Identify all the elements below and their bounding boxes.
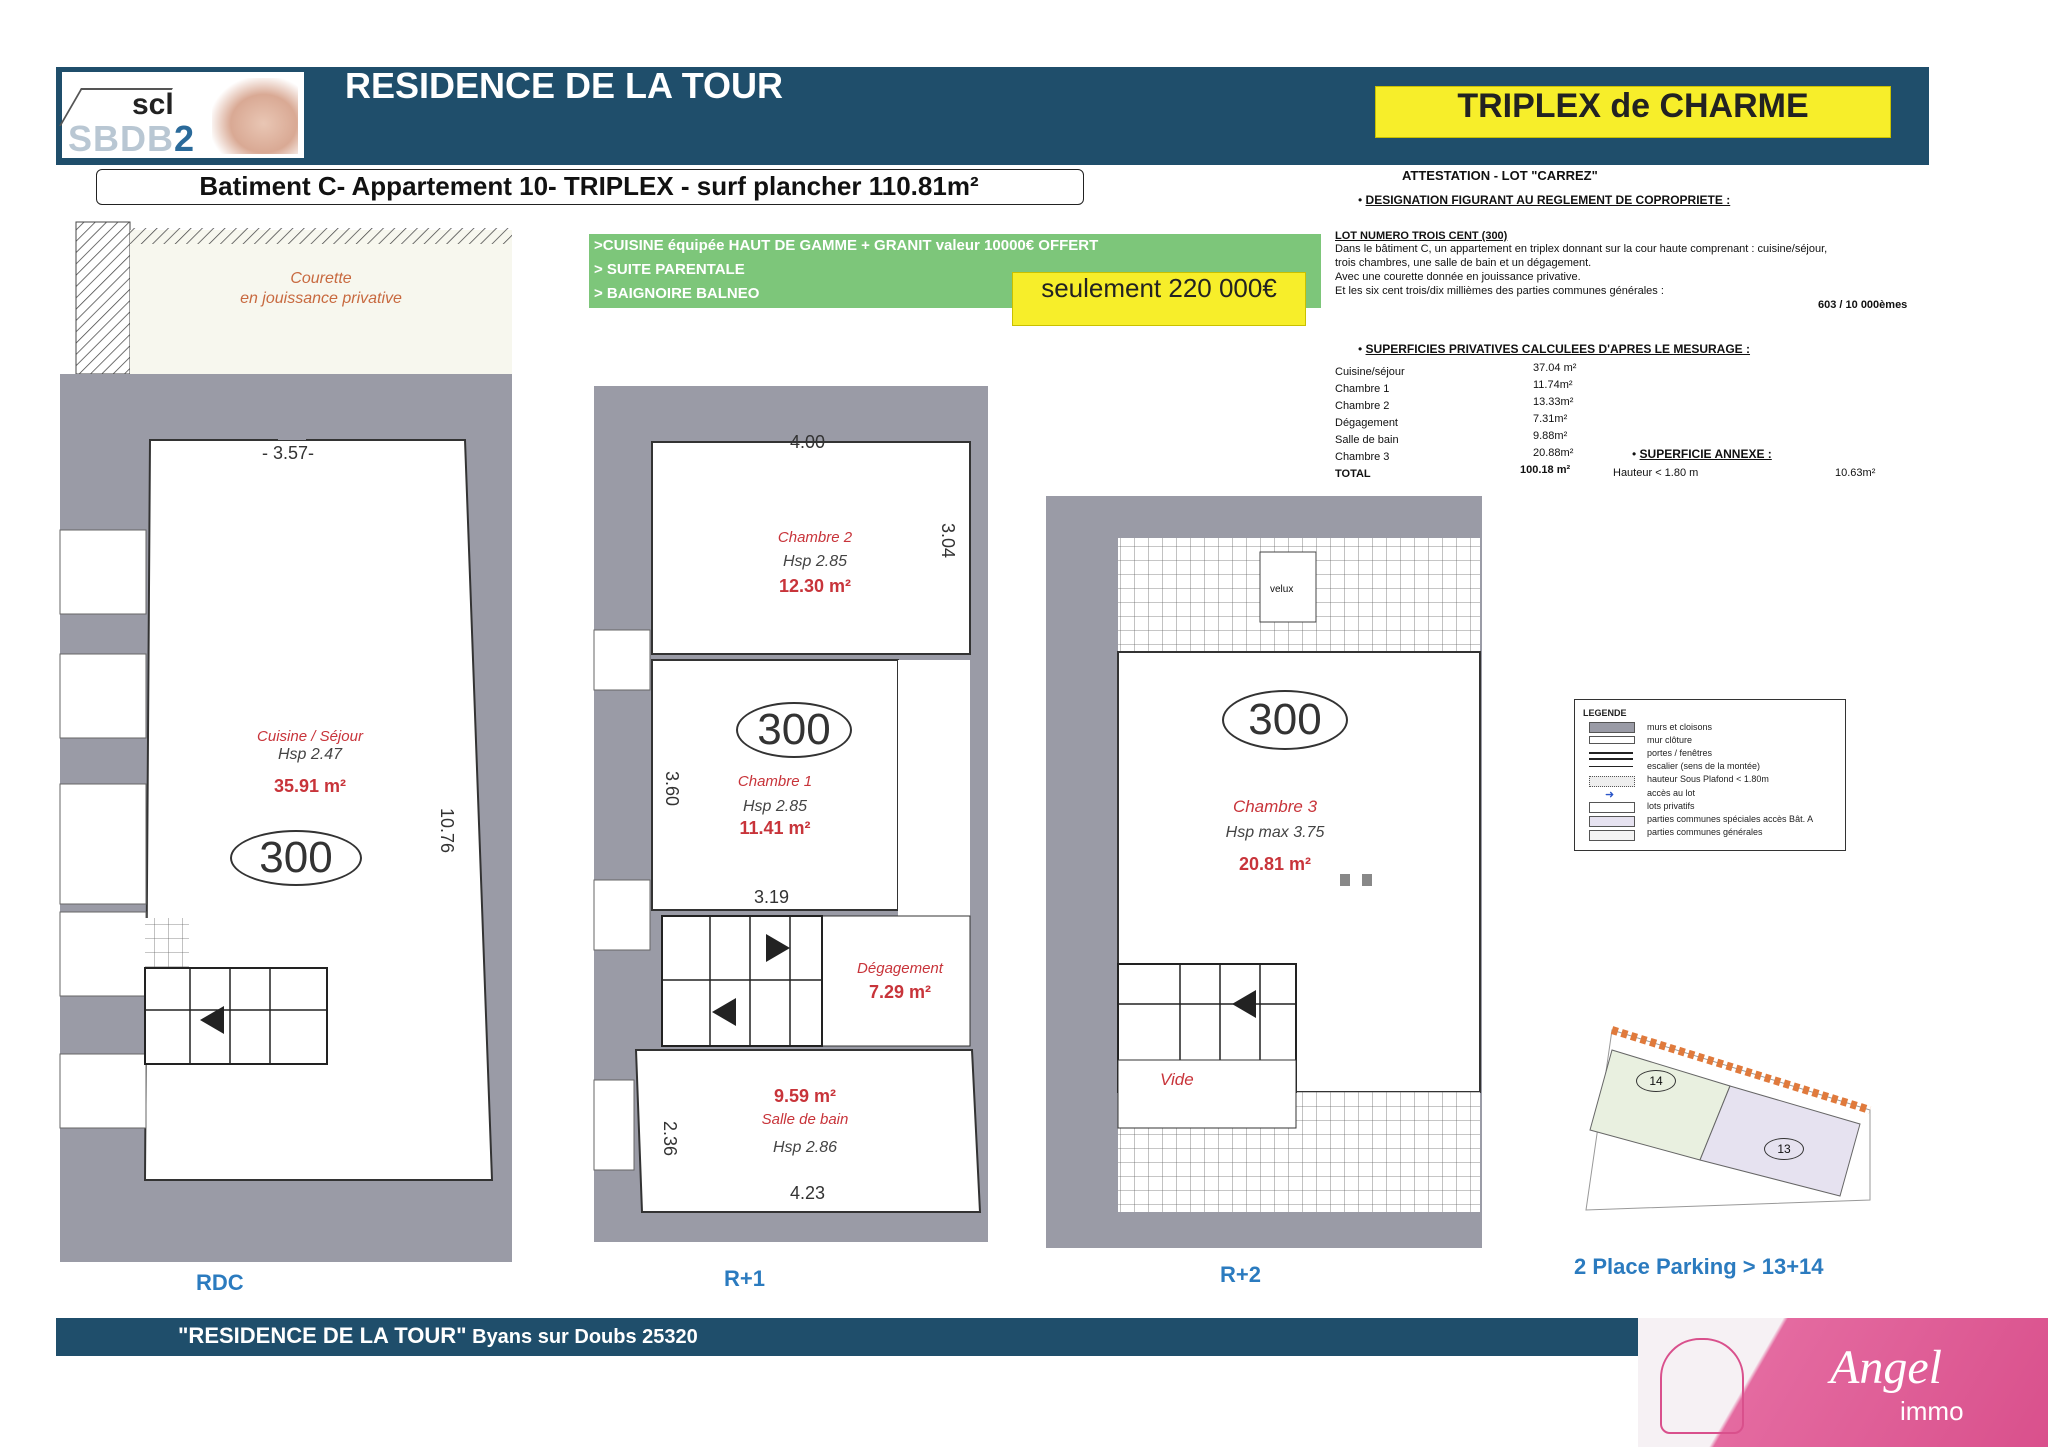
legend-item: hauteur Sous Plafond < 1.80m bbox=[1647, 774, 1769, 784]
room-height: Hsp 2.86 bbox=[772, 1139, 838, 1156]
legend-item: mur clôture bbox=[1647, 735, 1693, 745]
legend-swatch bbox=[1589, 816, 1635, 827]
legend-arrow-icon bbox=[1589, 766, 1633, 767]
room-area: 7.29 m² bbox=[868, 982, 932, 1002]
parking-spot-13: 13 bbox=[1764, 1138, 1804, 1160]
page-title: RESIDENCE DE LA TOUR bbox=[345, 65, 784, 106]
room-name: Salle de bain bbox=[761, 1111, 849, 1128]
legend-item: lots privatifs bbox=[1647, 801, 1695, 811]
legend-item: accès au lot bbox=[1647, 788, 1696, 798]
surface-value: 13.33m² bbox=[1533, 396, 1574, 408]
parking-map bbox=[1586, 1030, 1870, 1210]
legend-swatch bbox=[1589, 802, 1635, 813]
room-name: Chambre 2 bbox=[777, 529, 853, 546]
legend-title: LEGENDE bbox=[1583, 708, 1627, 718]
brand-name: Angel bbox=[1830, 1341, 1942, 1394]
surface-value: 11.74m² bbox=[1533, 379, 1573, 391]
legend-item: murs et cloisons bbox=[1647, 722, 1713, 732]
legend-swatch bbox=[1589, 776, 1635, 787]
lot-number-oval: 300 bbox=[1222, 690, 1348, 750]
legend-item: escalier (sens de la montée) bbox=[1647, 761, 1761, 771]
velux-label: velux bbox=[1270, 584, 1294, 595]
logo-text-sbdb: SBDB2 bbox=[68, 118, 196, 159]
designation-heading: • DESIGNATION FIGURANT AU REGLEMENT DE COPROPRIETE : bbox=[1358, 193, 1731, 207]
attestation-text-line: Avec une courette donnée en jouissance privative. bbox=[1335, 271, 1581, 283]
room-name: Chambre 1 bbox=[737, 773, 813, 790]
room-name: Dégagement bbox=[857, 960, 943, 977]
courtyard-label: Courette bbox=[290, 270, 352, 287]
annexe-label: Hauteur < 1.80 m bbox=[1613, 467, 1699, 479]
lot-heading: LOT NUMERO TROIS CENT (300) bbox=[1335, 230, 1508, 242]
lot-number-oval: 300 bbox=[736, 702, 852, 758]
surface-label: Chambre 2 bbox=[1335, 400, 1390, 412]
logo-text-scl: scl bbox=[132, 88, 174, 121]
annexe-heading: • SUPERFICIE ANNEXE : bbox=[1632, 447, 1772, 461]
lot-number-oval: 300 bbox=[230, 830, 362, 886]
legend-item: parties communes spéciales accès Bât. A bbox=[1647, 814, 1814, 824]
room-area: 9.59 m² bbox=[773, 1086, 837, 1106]
apartment-subtitle: Batiment C- Appartement 10- TRIPLEX - surf plancher 110.81m² bbox=[199, 171, 979, 201]
price-badge: seulement 220 000€ bbox=[1012, 272, 1306, 326]
room-name: Chambre 3 bbox=[1232, 797, 1318, 816]
dimension-label: 2.36 bbox=[660, 1120, 681, 1157]
property-type-badge: TRIPLEX de CHARME bbox=[1375, 86, 1891, 138]
room-area: 20.81 m² bbox=[1238, 854, 1312, 874]
annexe-value: 10.63m² bbox=[1835, 467, 1876, 479]
dimension-label: 4.00 bbox=[790, 432, 826, 452]
dimension-label: 3.04 bbox=[938, 522, 959, 559]
surface-value: 20.88m² bbox=[1533, 447, 1574, 459]
surface-label: Salle de bain bbox=[1335, 434, 1399, 446]
dimension-label: - 3.57- bbox=[262, 443, 315, 463]
parking-label: 2 Place Parking > 13+14 bbox=[1574, 1254, 1824, 1279]
void-label: Vide bbox=[1160, 1070, 1194, 1089]
plan-legend bbox=[1574, 699, 1846, 851]
attestation-title: ATTESTATION - LOT "CARREZ" bbox=[1402, 168, 1598, 183]
dimension-label: 4.23 bbox=[790, 1183, 826, 1203]
attestation-text-line: Dans le bâtiment C, un appartement en triplex donnant sur la cour haute comprenant : cuisine/séjour, bbox=[1335, 243, 1828, 255]
promo-line: >CUISINE équipée HAUT DE GAMME + GRANIT valeur 10000€ OFFERT bbox=[594, 237, 1099, 254]
surface-label: Chambre 1 bbox=[1335, 383, 1390, 395]
surface-value: 100.18 m² bbox=[1520, 464, 1571, 476]
dimension-label: 10.76 bbox=[437, 807, 458, 854]
dimension-label: 3.60 bbox=[662, 770, 683, 807]
room-area: 35.91 m² bbox=[273, 776, 347, 796]
surface-label: Chambre 3 bbox=[1335, 451, 1390, 463]
surface-value: 9.88m² bbox=[1533, 430, 1568, 442]
room-name: Cuisine / Séjour bbox=[257, 728, 363, 745]
legend-swatch bbox=[1589, 736, 1635, 744]
legend-swatch bbox=[1589, 722, 1635, 733]
legend-access-icon: ➜ bbox=[1605, 789, 1615, 801]
room-height: Hsp 2.85 bbox=[782, 553, 848, 570]
room-height: Hsp 2.47 bbox=[277, 746, 343, 763]
floor-label-r1: R+1 bbox=[724, 1266, 765, 1291]
surface-value: 7.31m² bbox=[1533, 413, 1568, 425]
room-area: 12.30 m² bbox=[778, 576, 852, 596]
courtyard-label: en jouissance privative bbox=[240, 290, 402, 307]
legend-swatch bbox=[1589, 752, 1633, 760]
surfaces-heading: • SUPERFICIES PRIVATIVES CALCULEES D'APRES LE MESURAGE : bbox=[1358, 342, 1751, 356]
legend-item: portes / fenêtres bbox=[1647, 748, 1713, 758]
legend-swatch bbox=[1589, 830, 1635, 841]
attestation-text-line: Et les six cent trois/dix millièmes des parties communes générales : bbox=[1335, 285, 1664, 297]
angel-figure-icon bbox=[1660, 1338, 1744, 1434]
promo-line: > BAIGNOIRE BALNEO bbox=[594, 285, 760, 302]
floor-label-r2: R+2 bbox=[1220, 1262, 1261, 1287]
room-height: Hsp max 3.75 bbox=[1225, 824, 1325, 841]
floor-label-rdc: RDC bbox=[196, 1270, 244, 1295]
dimension-label: 3.19 bbox=[754, 887, 790, 907]
surface-label: Dégagement bbox=[1335, 417, 1398, 429]
tantiemes-value: 603 / 10 000èmes bbox=[1818, 299, 1908, 311]
attestation-text-line: trois chambres, une salle de bain et un dégagement. bbox=[1335, 257, 1592, 269]
room-area: 11.41 m² bbox=[739, 818, 811, 838]
footer-title: "RESIDENCE DE LA TOUR" Byans sur Doubs 25320 bbox=[178, 1323, 698, 1348]
room-height: Hsp 2.85 bbox=[742, 798, 808, 815]
brand-subname: immo bbox=[1900, 1396, 1964, 1426]
surface-label: TOTAL bbox=[1335, 468, 1371, 480]
surface-label: Cuisine/séjour bbox=[1335, 366, 1405, 378]
promo-line: > SUITE PARENTALE bbox=[594, 261, 745, 278]
parking-spot-14: 14 bbox=[1636, 1070, 1676, 1092]
surface-value: 37.04 m² bbox=[1533, 362, 1577, 374]
legend-item: parties communes générales bbox=[1647, 827, 1763, 837]
